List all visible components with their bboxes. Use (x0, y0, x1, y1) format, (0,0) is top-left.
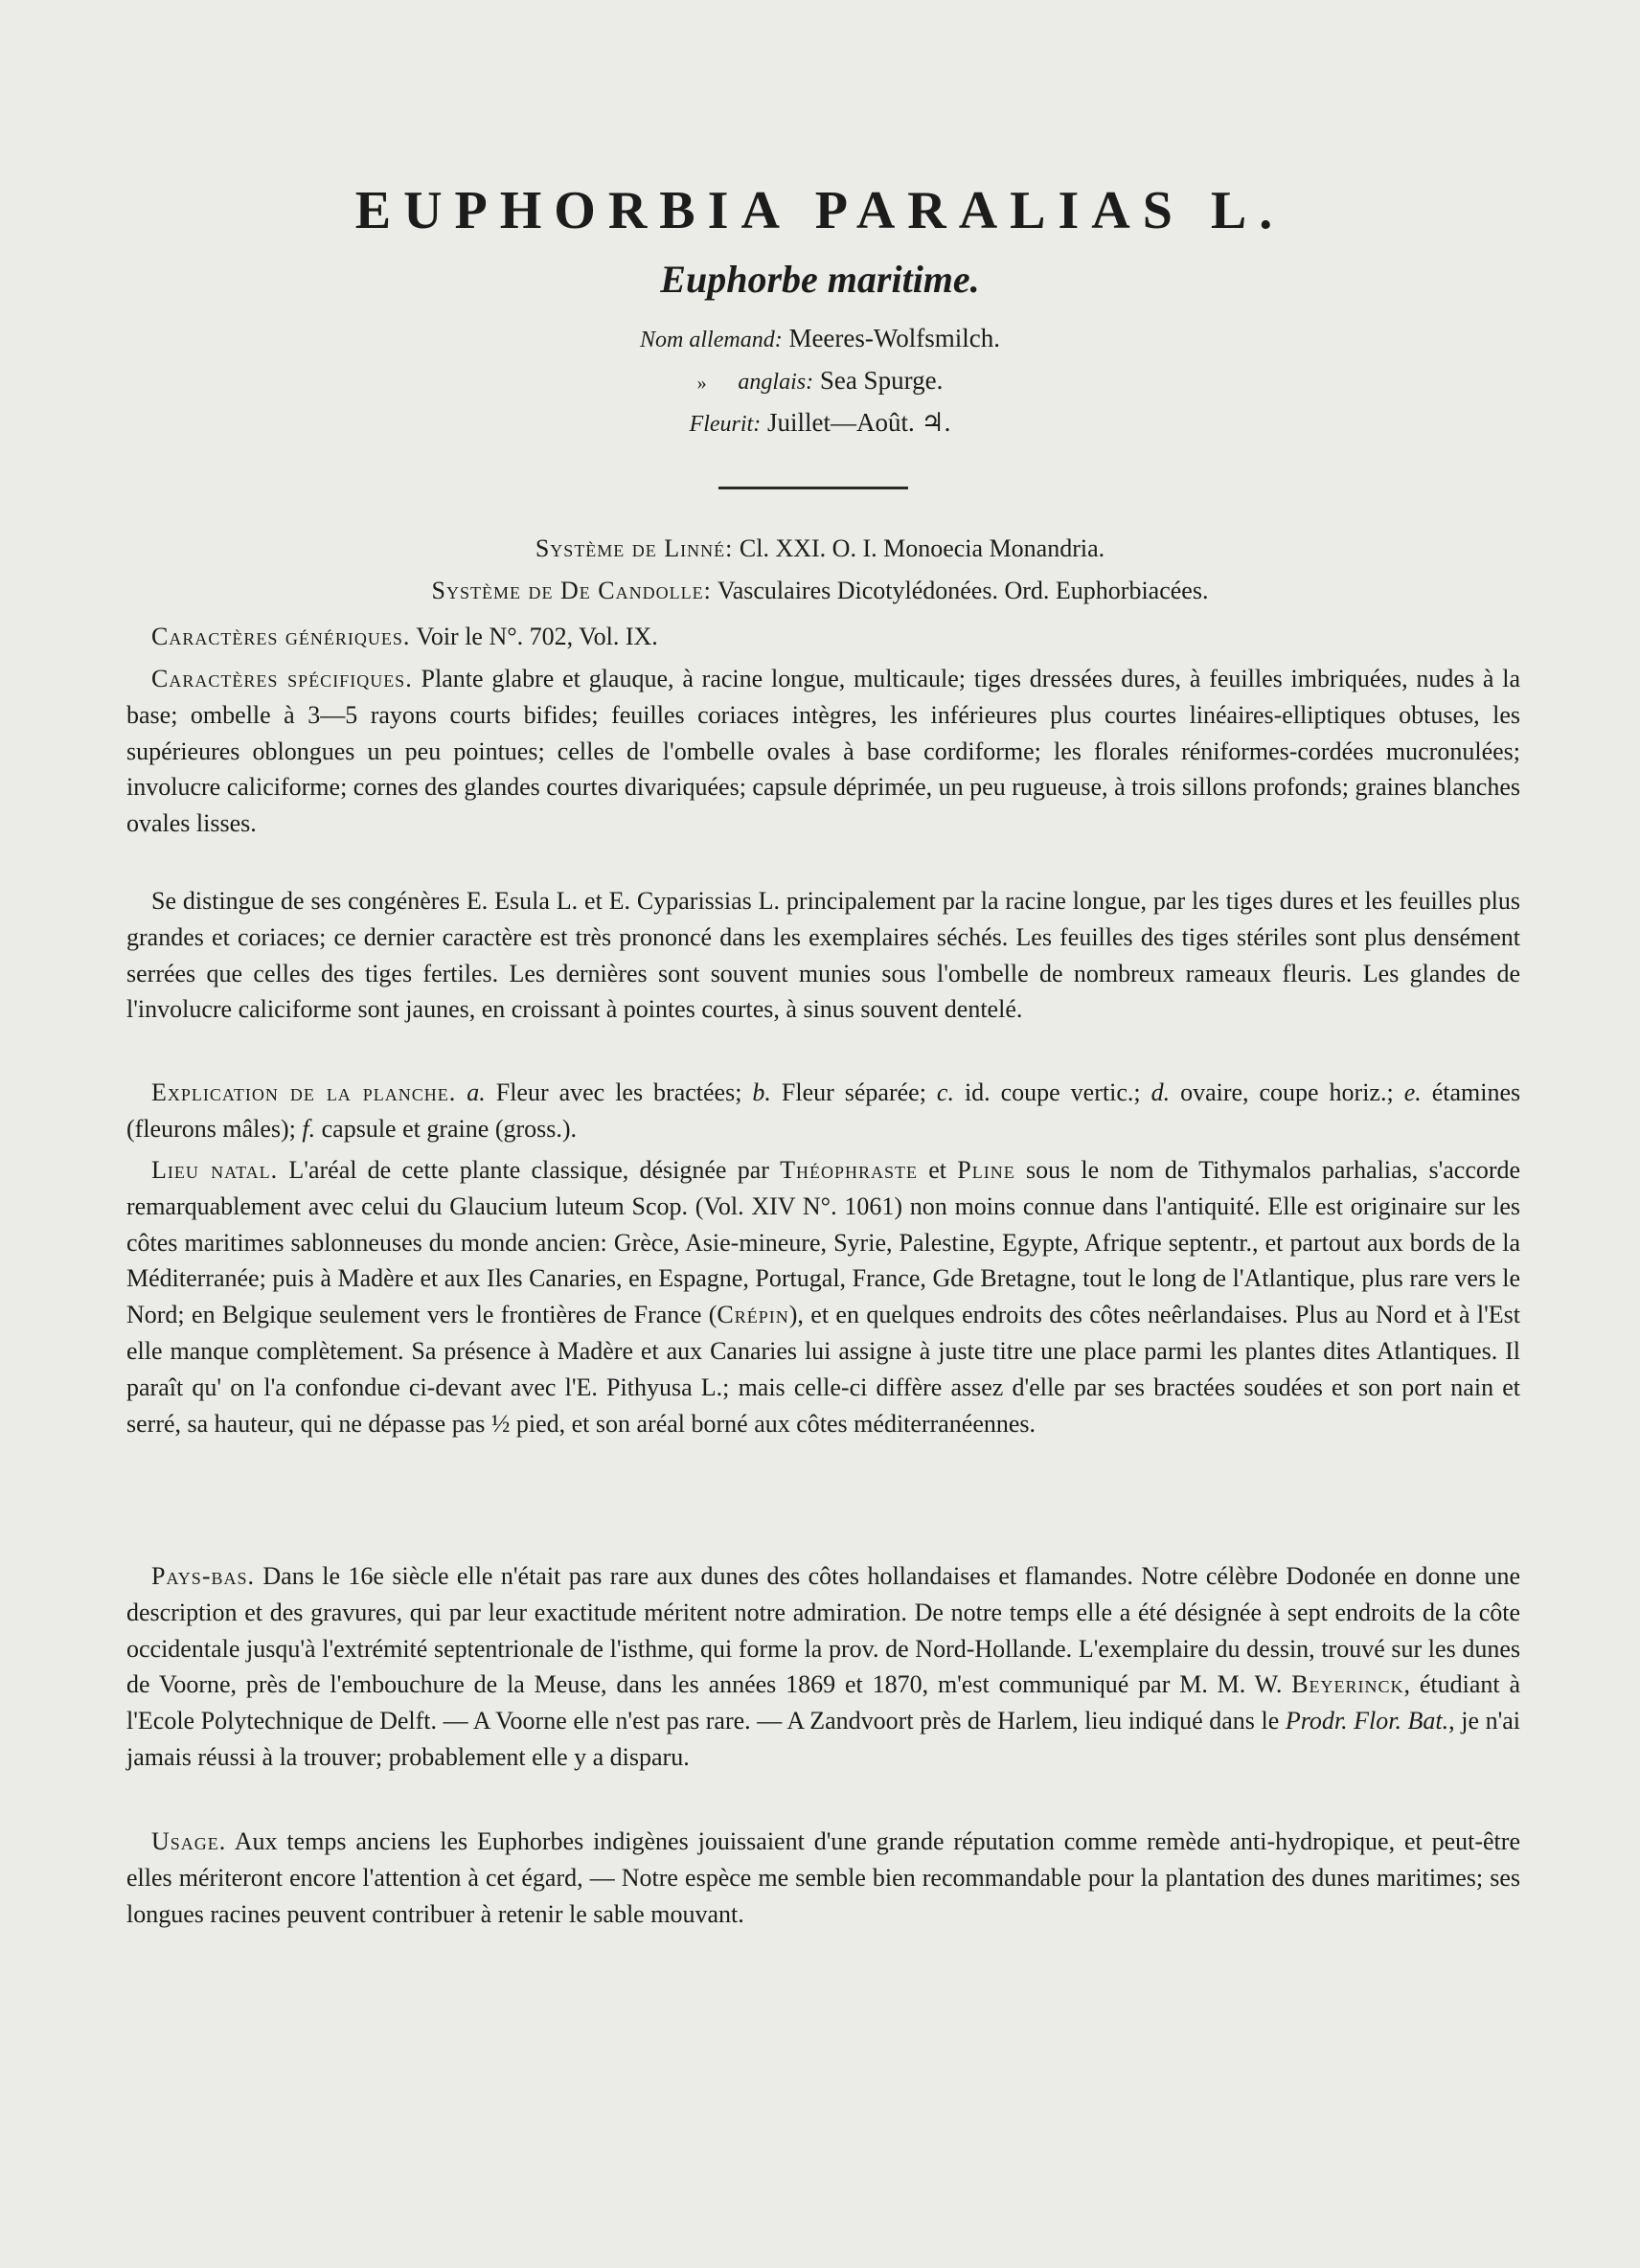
paragraph-lead: Lieu natal. (151, 1156, 279, 1184)
paragraph-lead: Explication de la planche. (151, 1078, 457, 1106)
paragraph-generic-characters (126, 619, 1520, 655)
author-name: Théophraste (780, 1156, 919, 1184)
figure-key: a. (467, 1078, 486, 1106)
system-value: Vasculaires Dicotylédonées. Ord. Euphorbiacées. (717, 577, 1209, 604)
ditto-mark: » (696, 373, 707, 394)
name-label: Fleurit: (689, 412, 762, 437)
author-name: Beyerinck (1291, 1670, 1404, 1699)
name-label: Nom allemand: (640, 328, 783, 352)
figure-text: ovaire, coupe horiz.; (1180, 1078, 1394, 1106)
system-candolle (0, 577, 1640, 605)
figure-key: c. (936, 1078, 954, 1106)
page-title: EUPHORBIA PARALIAS L. (354, 181, 1286, 240)
figure-text: capsule et graine (gross.). (321, 1114, 578, 1143)
system-value: Cl. XXI. O. I. Monoecia Monandria. (739, 534, 1105, 562)
paragraph-text: et (928, 1156, 947, 1184)
page-subtitle: Euphorbe maritime. (660, 258, 980, 301)
system-linne (0, 534, 1640, 563)
paragraph-lead: Usage. (151, 1827, 227, 1855)
paragraph-native-range (126, 1152, 1520, 1441)
paragraph-lead: Pays-bas. (151, 1562, 255, 1590)
name-value: Juillet—Août. ♃. (766, 408, 951, 437)
paragraph-netherlands (126, 1558, 1520, 1776)
paragraph-usage (126, 1824, 1520, 1932)
figure-key: d. (1150, 1078, 1171, 1106)
paragraph-text: Voir le N°. 702, Vol. IX. (416, 623, 658, 650)
paragraph-text: , étudiant à l'Ecole Polytechnique de Delft. — A Voorne elle n'est pas rare. — A Zandvoort près de Harlem, lieu indiqué dans le (126, 1670, 1521, 1735)
system-label: Système de De Candolle: (431, 577, 712, 604)
name-label: anglais: (738, 370, 814, 395)
name-value: Sea Spurge. (819, 366, 944, 395)
figure-text: id. coupe vertic.; (964, 1078, 1141, 1106)
paragraph-text: L'aréal de cette plante classique, désignée par (288, 1156, 769, 1184)
paragraph-text: Dans le 16e siècle elle n'était pas rare aux dunes des côtes hollandaises et flamandes. Notre célèbre Dodonée en donne une description et des gravures, qui par leur exactitude méritent notre admiration. De notre temps elle a été désignée à sept endroits de la côte occidentale jusqu'à l'extrémité septentrionale de l'isthme, qui forme la prov. de Nord-Hollande. L'exemplaire du dessin, trouvé sur les dunes de Voorne, près de l'embouchure de la Meuse, dans les années 1869 et 1870, m'est communiqué par M. M. W. (126, 1562, 1520, 1699)
name-line-flowering (0, 408, 1640, 438)
paragraph-specific-characters (126, 661, 1520, 842)
figure-text: étamines (fleurons mâles); (126, 1078, 1521, 1143)
author-name: Pline (957, 1156, 1015, 1184)
reference-title: Prodr. Flor. Bat. (1285, 1707, 1449, 1735)
paragraph-text: Plante glabre et glauque, à racine longue, multicaule; tiges dressées dures, à feuilles imbriquées, nudes à la base; ombelle à 3—5 rayons courts bifides; feuilles coriaces intègres, les inférieures plus courtes linéaires-elliptiques obtuses, les supérieures oblongues un peu pointues; celles de l'ombelle ovales à base cordiforme; les florales réniformes-cordées mucronulées; involucre caliciforme; cornes des glandes courtes divariquées; capsule déprimée, un peu rugueuse, à trois sillons profonds; graines blanches ovales lisses. (126, 665, 1520, 838)
figure-text: Fleur séparée; (781, 1078, 926, 1106)
system-label: Système de Linné: (535, 534, 734, 562)
paragraph-text: sous le nom de Tithymalos parhalias, s'accorde remarquablement avec celui du Glaucium luteum Scop. (Vol. XIV N°. 1061) non moins connue dans l'antiquité. Elle est originaire sur les côtes maritimes sablonneuses du monde ancien: Grèce, Asie-mineure, Syrie, Palestine, Egypte, Afrique septentr., et partout aux bords de la Méditerranée; puis à Madère et aux Iles Canaries, en Espagne, Portugal, France, Gde Bretagne, tout le long de l'Atlantique, plus rare vers le Nord; en Belgique seulement vers le frontières de France ( (126, 1156, 1521, 1329)
paragraph-text: Se distingue de ses congénères E. Esula L. et E. Cyparissias L. principalement par la racine longue, par les tiges dures et les feuilles plus grandes et coriaces; ce dernier caractère est très prononcé dans les exemplaires séchés. Les feuilles des tiges stériles sont plus densément serrées que celles des tiges fertiles. Les dernières sont souvent munies sous l'ombelle de nombreux rameaux fleuris. Les glandes de l'involucre caliciforme sont jaunes, en croissant à pointes courtes, à sinus souvent dentelé. (126, 887, 1520, 1024)
paragraph-distinction (126, 883, 1520, 1028)
paragraph-text: , je n'ai jamais réussi à la trouver; probablement elle y a disparu. (126, 1707, 1521, 1771)
figure-key: b. (752, 1078, 771, 1106)
title-divider (718, 487, 908, 489)
figure-key: f. (302, 1114, 316, 1143)
figure-key: e. (1403, 1078, 1422, 1106)
name-value: Meeres-Wolfsmilch. (788, 324, 1000, 352)
paragraph-text: ), et en quelques endroits des côtes neêrlandaises. Plus au Nord et à l'Est elle manque complètement. Sa présence à Madère et aux Canaries lui assigne à juste titre une place parmi les plantes dites Atlantiques. Il paraît qu' on l'a confondue ci-devant avec l'E. Pithyusa L.; mais celle-ci diffère assez d'elle par ses bractées soudées et son port nain et serré, sa hauteur, qui ne dépasse pas ½ pied, et son aréal borné aux côtes méditerranéennes. (126, 1301, 1520, 1438)
name-line-english (0, 366, 1640, 396)
paragraph-text: Aux temps anciens les Euphorbes indigènes jouissaient d'une grande réputation comme remède anti-hydropique, et peut-être elles mériteront encore l'attention à cet égard, — Notre espèce me semble bien recommandable pour la plantation des dunes maritimes; ses longues racines peuvent contribuer à retenir le sable mouvant. (126, 1827, 1520, 1928)
name-line-german (0, 324, 1640, 353)
author-name: Crépin (717, 1301, 789, 1329)
paragraph-plate-explanation (126, 1075, 1520, 1147)
paragraph-lead: Caractères spécifiques. (151, 665, 413, 692)
figure-text: Fleur avec les bractées; (495, 1078, 742, 1106)
paragraph-lead: Caractères génériques. (151, 623, 411, 650)
